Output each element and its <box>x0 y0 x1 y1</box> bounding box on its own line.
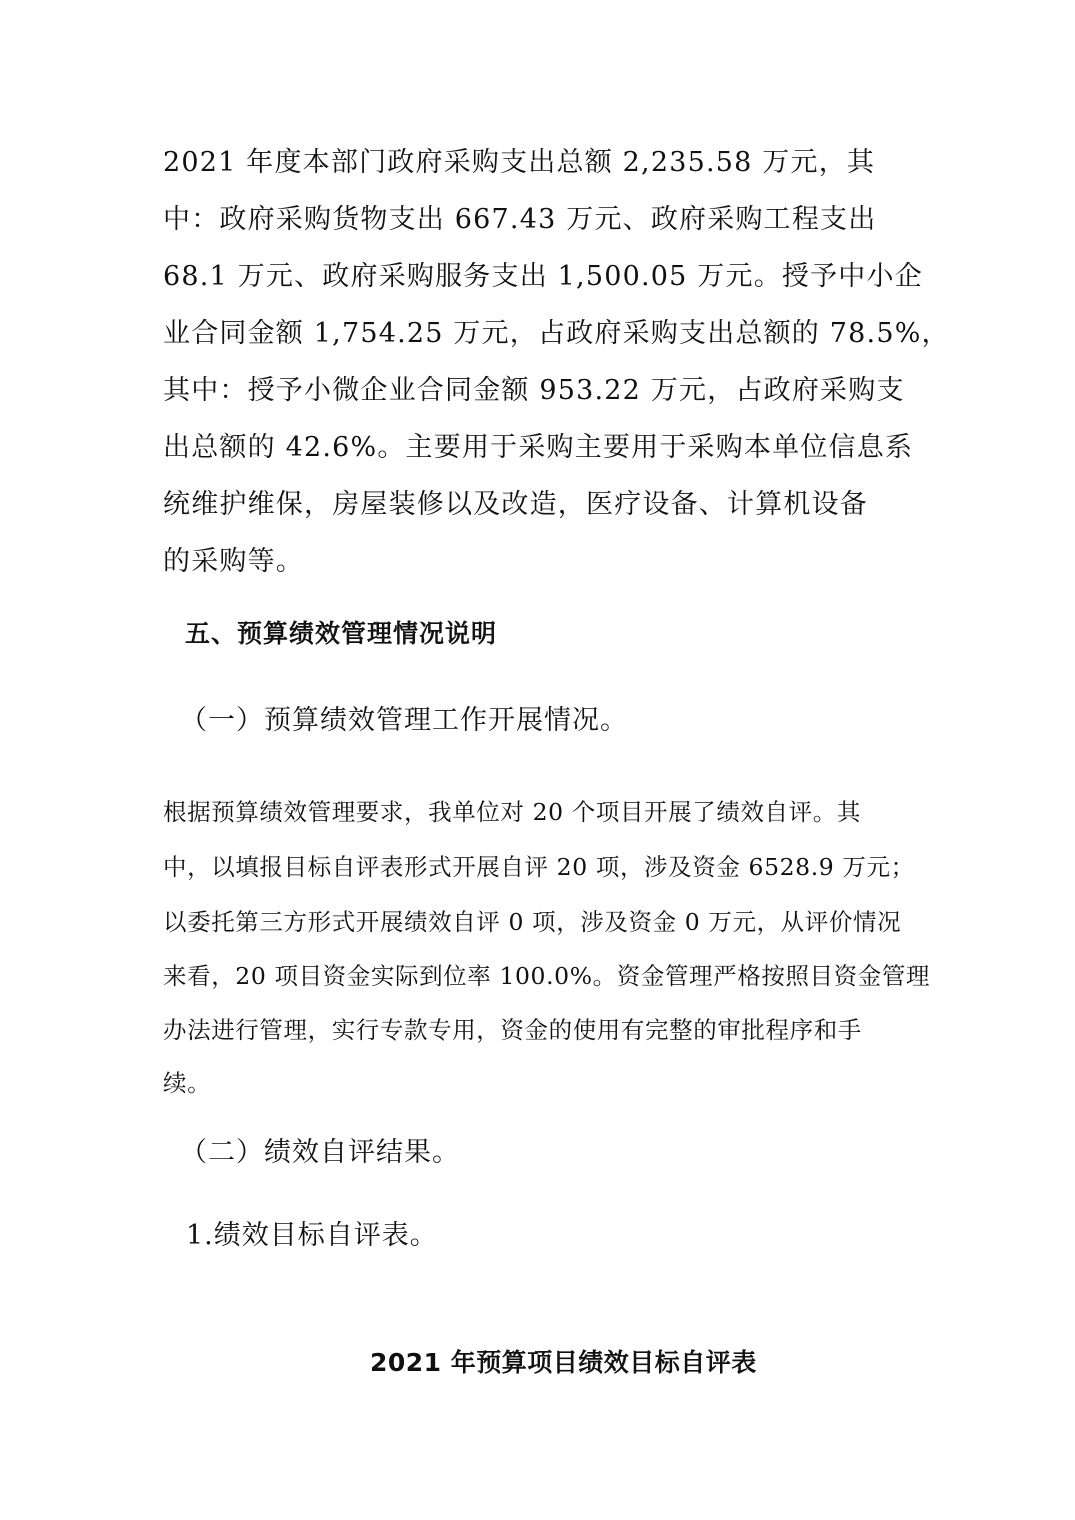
paragraph-line: 出总额的 42.6%。主要用于采购主要用于采购本单位信息系 <box>163 432 914 463</box>
paragraph-line: 2021 年度本部门政府采购支出总额 2,235.58 万元，其 <box>163 147 876 178</box>
paragraph-line: 根据预算绩效管理要求，我单位对 20 个项目开展了绩效自评。其 <box>163 798 861 826</box>
paragraph-line: 来看，20 项目资金实际到位率 100.0%。资金管理严格按照目资金管理 <box>163 962 931 990</box>
paragraph-line: 68.1 万元、政府采购服务支出 1,500.05 万元。授予中小企 <box>163 261 923 292</box>
table-title: 2021 年预算项目绩效目标自评表 <box>370 1348 757 1377</box>
paragraph-line: 以委托第三方形式开展绩效自评 0 项，涉及资金 0 万元，从评价情况 <box>163 908 902 936</box>
paragraph-line: 的采购等。 <box>163 546 304 577</box>
paragraph-line: 续。 <box>163 1069 212 1097</box>
paragraph-line: 中，以填报目标自评表形式开展自评 20 项，涉及资金 6528.9 万元； <box>163 853 915 881</box>
item-title: 1.绩效目标自评表。 <box>186 1220 438 1251</box>
paragraph-line: 统维护维保，房屋装修以及改造，医疗设备、计算机设备 <box>163 489 868 520</box>
section-heading: 五、预算绩效管理情况说明 <box>185 619 498 648</box>
subsection-title: （一）预算绩效管理工作开展情况。 <box>180 705 628 736</box>
paragraph-line: 中：政府采购货物支出 667.43 万元、政府采购工程支出 <box>163 204 877 235</box>
paragraph-line: 办法进行管理，实行专款专用，资金的使用有完整的审批程序和手 <box>163 1016 862 1044</box>
subsection-title: （二）绩效自评结果。 <box>180 1137 460 1168</box>
paragraph-line: 其中：授予小微企业合同金额 953.22 万元，占政府采购支 <box>163 375 905 406</box>
paragraph-line: 业合同金额 1,754.25 万元，占政府采购支出总额的 78.5%， <box>163 318 950 349</box>
